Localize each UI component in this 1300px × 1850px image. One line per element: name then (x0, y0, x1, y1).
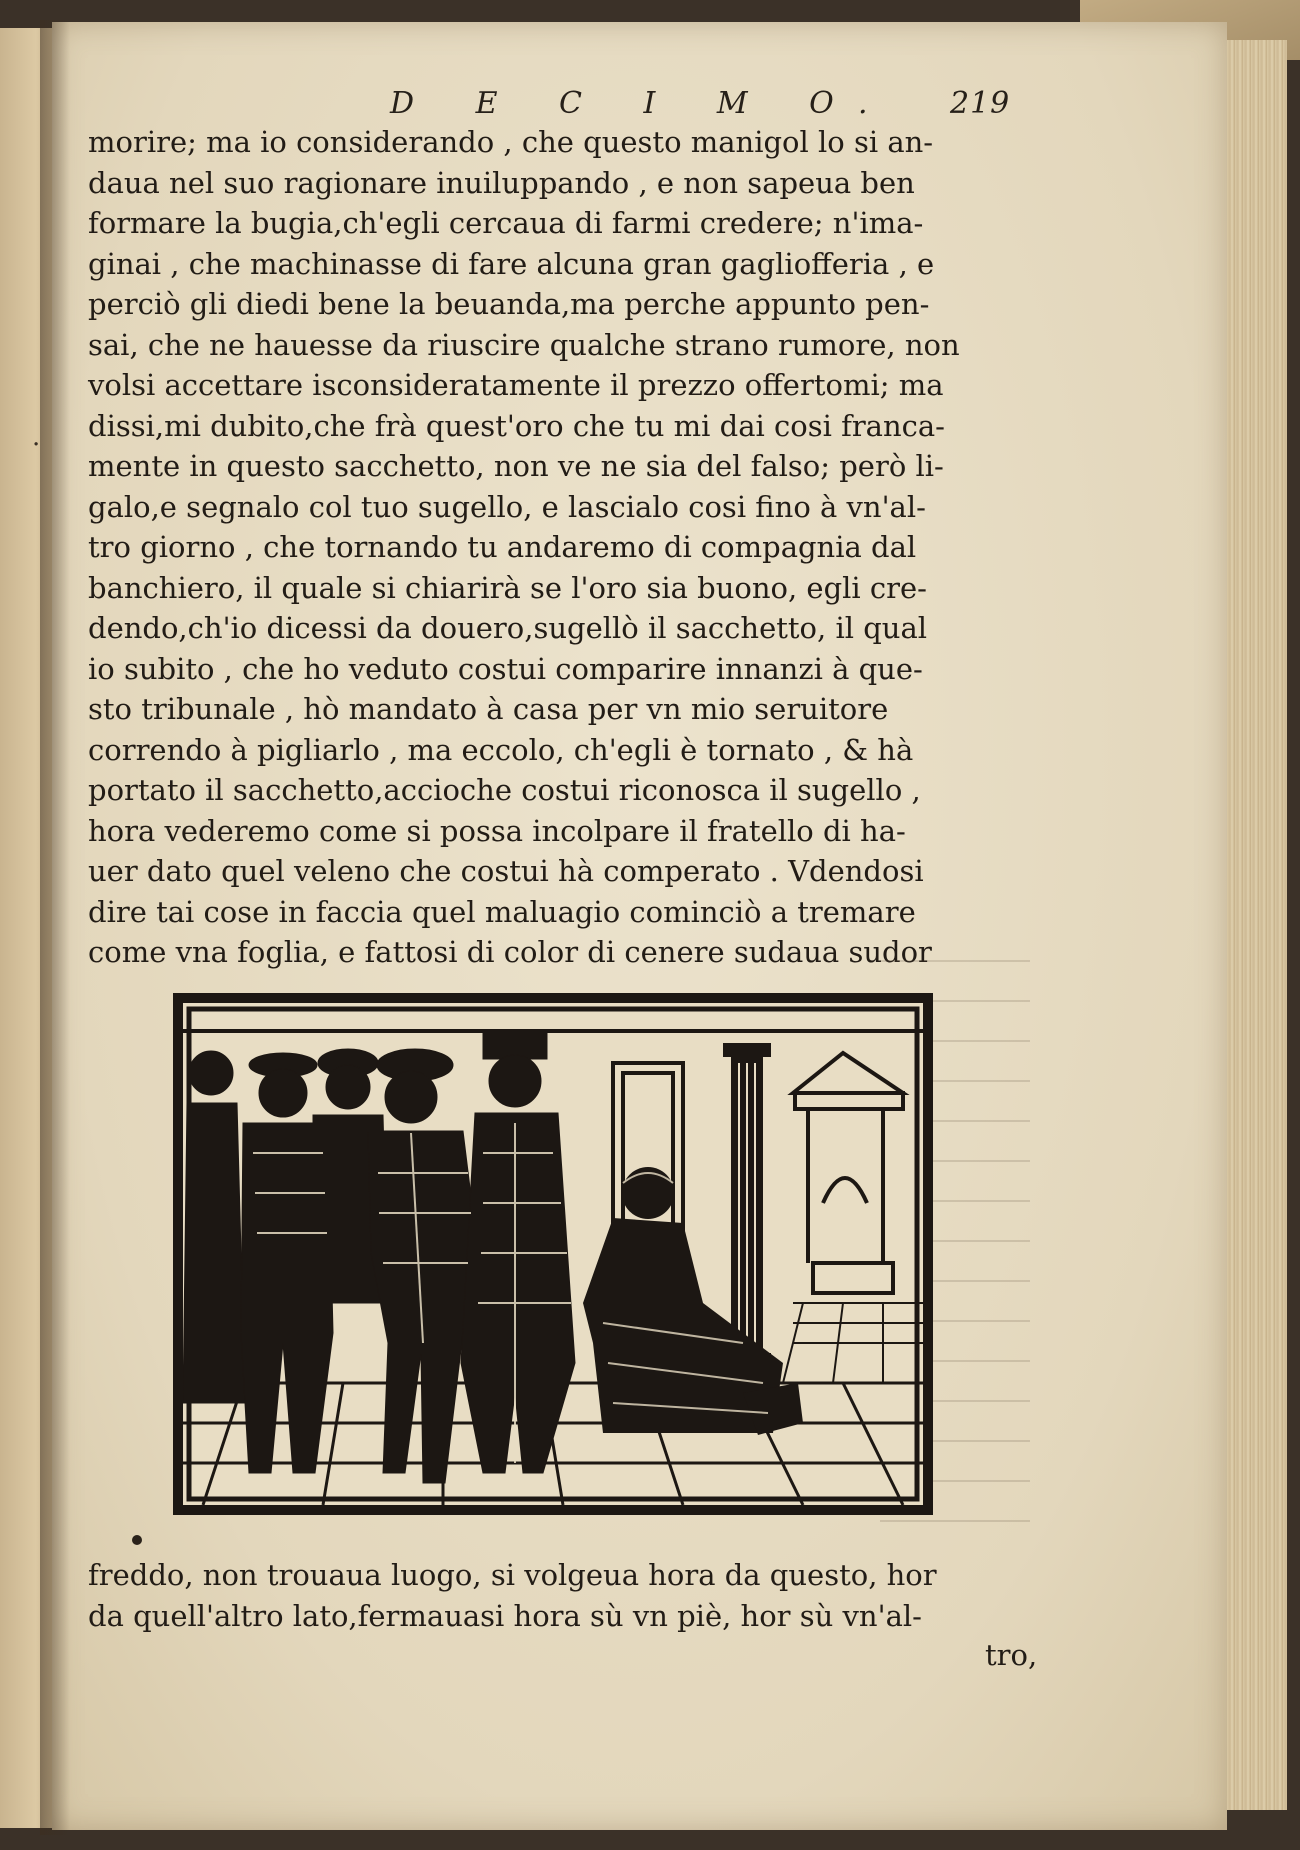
ink-dot (132, 1535, 142, 1545)
page-block-edges (1227, 40, 1287, 1810)
text-line: dendo,ch'io dicessi da douero,sugellò il sacchetto, il qual (88, 611, 928, 645)
text-line: volsi accettare isconsideratamente il prezzo offertomi; ma (88, 368, 944, 402)
text-line: come vna foglia, e fattosi di color di cenere sudaua sudor (88, 935, 932, 969)
text-line: correndo à pigliarlo , ma eccolo, ch'egli è tornato , & hà (88, 732, 914, 767)
text-line: portato il sacchetto,accioche costui riconosca il sugello , (88, 773, 921, 807)
text-line: uer dato quel veleno che costui hà comperato . Vdendosi (88, 854, 924, 888)
text-line: mente in questo sacchetto, non ve ne sia del falso; però li- (88, 449, 944, 483)
woodcut-illustration (173, 993, 933, 1515)
gutter-shadow (40, 20, 70, 1835)
margin-mark: · (32, 430, 41, 460)
text-line: morire; ma io considerando , che questo manigol lo si an- (88, 125, 934, 159)
text-line: formare la bugia,ch'egli cercaua di farmi credere; n'ima- (88, 206, 924, 240)
text-line: freddo, non trouaua luogo, si volgeua hora da questo, hor (88, 1558, 937, 1592)
text-line: banchiero, il quale si chiarirà se l'oro sia buono, egli cre- (88, 570, 927, 605)
text-line: sai, che ne hauesse da riuscire qualche strano rumore, non (88, 327, 960, 362)
main-text (88, 122, 1038, 973)
text-line: hora vederemo come si possa incolpare il fratello di ha- (88, 813, 906, 848)
text-line: daua nel suo ragionare inuiluppando , e non sapeua ben (88, 165, 915, 200)
text-line: da quell'altro lato,fermauasi hora sù vn piè, hor sù vn'al- (88, 1598, 922, 1633)
continuation-text (88, 1555, 1038, 1636)
text-line: ginai , che machinasse di fare alcuna gran gagliofferia , e (88, 246, 935, 281)
woodcut-scene (183, 1003, 923, 1505)
text-line: dire tai cose in faccia quel maluagio cominciò a tremare (88, 894, 916, 929)
text-line: galo,e segnalo col tuo sugello, e lascialo cosi fino à vn'al- (88, 489, 926, 524)
text-line: dissi,mi dubito,che frà quest'oro che tu mi dai cosi franca- (88, 408, 945, 443)
text-line: perciò gli diedi bene la beuanda,ma perche appunto pen- (88, 287, 930, 321)
text-line: tro giorno , che tornando tu andaremo di compagnia dal (88, 530, 917, 564)
page-number: 219 (950, 86, 1011, 121)
running-head: D E C I M O. (390, 86, 894, 121)
catchword: tro, (985, 1638, 1038, 1672)
text-line: sto tribunale , hò mandato à casa per vn mio seruitore (88, 692, 889, 726)
text-line: io subito , che ho veduto costui comparire innanzi à que- (88, 651, 923, 686)
